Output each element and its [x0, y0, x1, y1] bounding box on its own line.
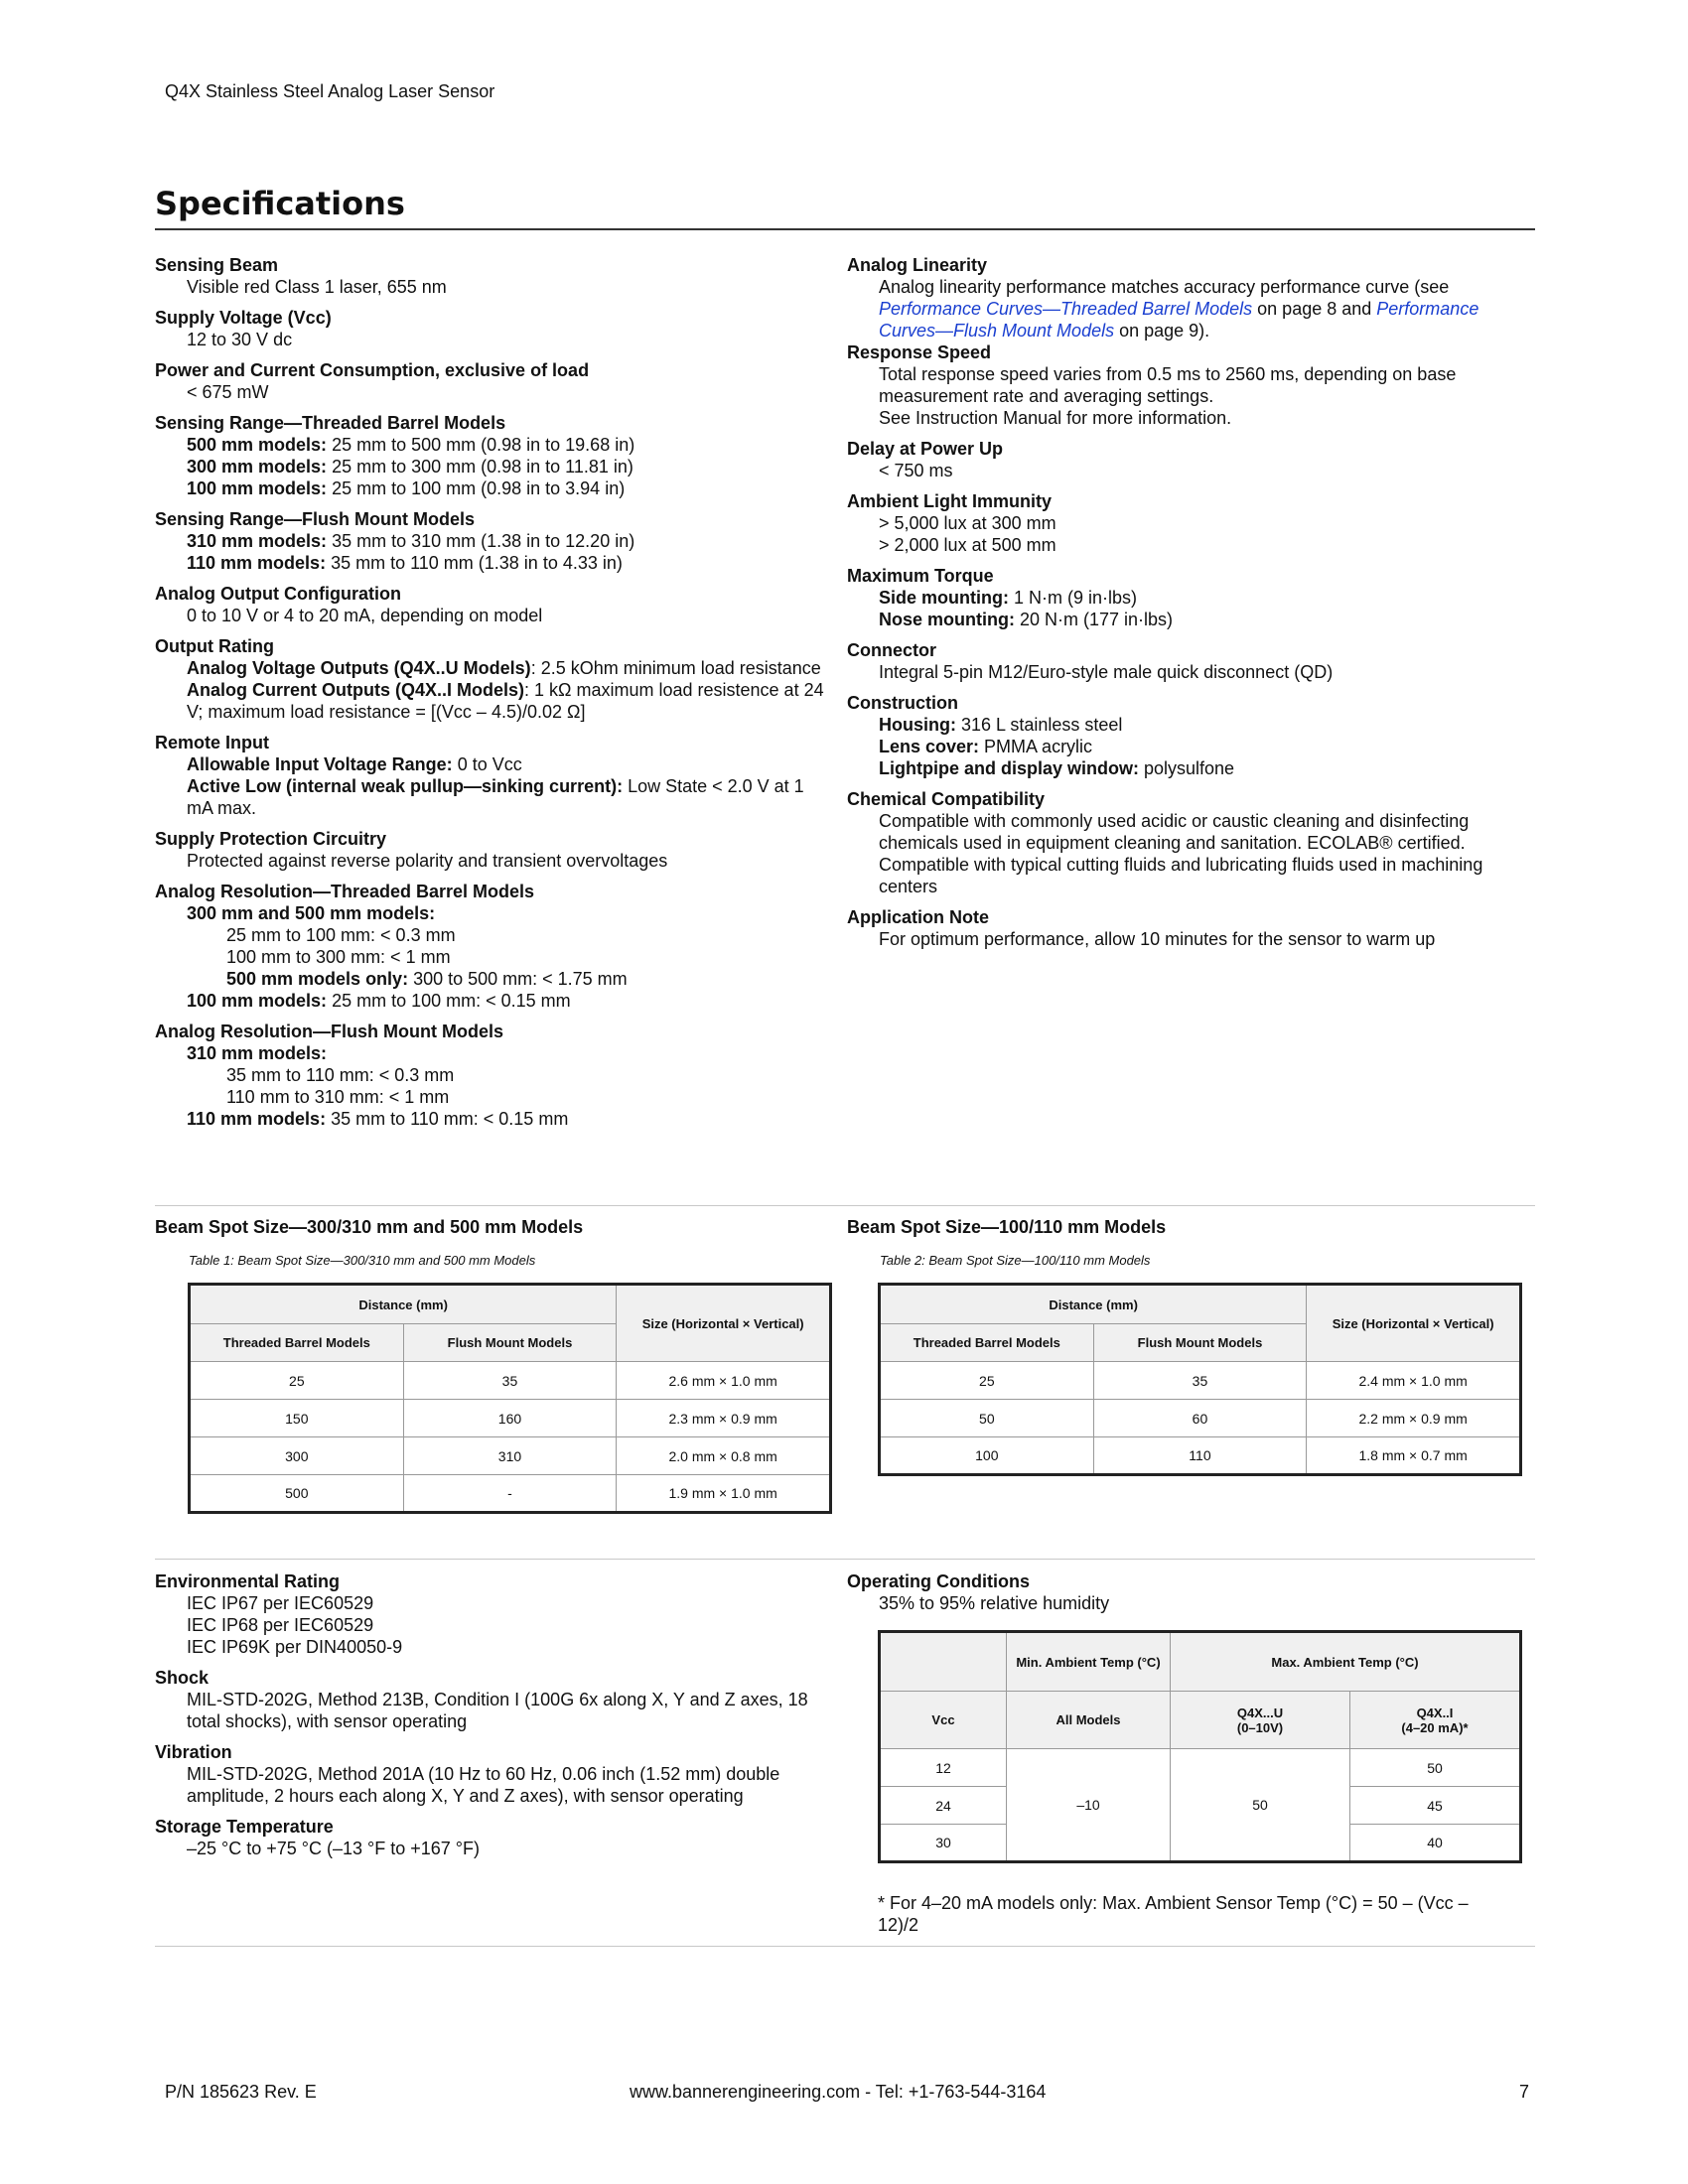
spec-label: 100 mm models:: [187, 991, 328, 1011]
spec-line: [187, 679, 830, 723]
spec-label: Nose mounting:: [879, 610, 1015, 629]
spec-heading: Power and Current Consumption, exclusive of load: [155, 360, 590, 380]
spec-line: [879, 512, 1532, 534]
linearity-text: on page 8 and: [1252, 299, 1377, 319]
table-cell: 310: [403, 1437, 617, 1475]
beam-spot-small-table: [878, 1283, 1522, 1476]
operating-temp-table: [878, 1630, 1522, 1863]
spec-line: [187, 478, 830, 499]
header-line: (4–20 mA)*: [1401, 1719, 1469, 1735]
table-caption: Table 2: Beam Spot Size—100/110 mm Models: [880, 1253, 1151, 1268]
spec-line: [187, 1108, 830, 1130]
spec-line: [879, 363, 1532, 407]
spec-value: 25 mm to 300 mm (0.98 in to 11.81 in): [327, 457, 633, 477]
spec-value: 100 mm to 300 mm: < 1 mm: [226, 947, 451, 967]
table-header: Vcc: [880, 1692, 1007, 1749]
spec-label: Housing:: [879, 715, 956, 735]
spec-line: [187, 990, 830, 1012]
table-cell: 2.3 mm × 0.9 mm: [617, 1400, 831, 1437]
spec-value: > 2,000 lux at 500 mm: [879, 535, 1056, 555]
table-cell: 50: [880, 1400, 1094, 1437]
spec-value: Compatible with typical cutting fluids and lubricating fluids used in machining centers: [879, 855, 1483, 896]
table-cell: -: [403, 1475, 617, 1513]
table-cell: 2.6 mm × 1.0 mm: [617, 1362, 831, 1400]
table-cell: 2.4 mm × 1.0 mm: [1307, 1362, 1521, 1400]
title-divider: [155, 228, 1535, 230]
spec-value: 0 to 10 V or 4 to 20 mA, depending on model: [187, 606, 543, 625]
spec-line: [187, 775, 830, 819]
spec-heading: Maximum Torque: [847, 566, 994, 586]
table-row: [190, 1362, 831, 1400]
spec-value: 35 mm to 310 mm (1.38 in to 12.20 in): [327, 531, 635, 551]
spec-line: [879, 810, 1532, 854]
table-row: [880, 1400, 1521, 1437]
table-cell: 160: [403, 1400, 617, 1437]
spec-heading: Response Speed: [847, 342, 992, 362]
spec-value: 1 N·m (9 in·lbs): [1008, 588, 1137, 608]
spec-line: [226, 1086, 830, 1108]
spec-value: –25 °C to +75 °C (–13 °F to +167 °F): [187, 1839, 480, 1858]
spec-label: 300 mm and 500 mm models:: [187, 903, 436, 923]
table-cell: 2.0 mm × 0.8 mm: [617, 1437, 831, 1475]
spec-heading: Analog Linearity: [847, 255, 988, 275]
table-cell: 60: [1093, 1400, 1307, 1437]
table-cell: 100: [880, 1437, 1094, 1475]
spec-line: [879, 757, 1532, 779]
spec-line: [187, 530, 830, 552]
table-header: Distance (mm): [190, 1285, 617, 1324]
spec-line: [226, 968, 830, 990]
spec-heading: Storage Temperature: [155, 1817, 334, 1837]
spec-line: [187, 276, 830, 298]
spec-line: [187, 657, 830, 679]
table-cell: 1.8 mm × 0.7 mm: [1307, 1437, 1521, 1475]
table-row: [190, 1475, 831, 1513]
spec-value: IEC IP68 per IEC60529: [187, 1615, 374, 1635]
max-temp-i-cell: 45: [1350, 1787, 1521, 1825]
spec-line: [187, 381, 830, 403]
table-cell: 300: [190, 1437, 404, 1475]
spec-line: [879, 736, 1532, 757]
spec-heading: Delay at Power Up: [847, 439, 1004, 459]
table-header: Threaded Barrel Models: [190, 1324, 404, 1362]
spec-label: 100 mm models:: [187, 478, 328, 498]
spec-heading: Supply Voltage (Vcc): [155, 308, 332, 328]
spec-value: : 2.5 kOhm minimum load resistance: [530, 658, 821, 678]
spec-heading: Construction: [847, 693, 958, 713]
threaded-curves-link[interactable]: Performance Curves—Threaded Barrel Models: [879, 299, 1253, 319]
spec-value: Low State < 2.0 V at 1 mA max.: [187, 776, 804, 818]
spec-line: [879, 854, 1532, 897]
beam-spot-large-title: Beam Spot Size—300/310 mm and 500 mm Models: [155, 1217, 584, 1237]
table-cell: 25: [190, 1362, 404, 1400]
spec-value: Compatible with commonly used acidic or caustic cleaning and disinfecting chemicals used in equipment cleaning and sanitation. ECOLAB® certified.: [879, 811, 1470, 853]
spec-value: 110 mm to 310 mm: < 1 mm: [226, 1087, 450, 1107]
spec-heading: Supply Protection Circuitry: [155, 829, 387, 849]
spec-value: Total response speed varies from 0.5 ms to 2560 ms, depending on base measurement rate and averaging settings.: [879, 364, 1457, 406]
spec-heading: Sensing Range—Flush Mount Models: [155, 509, 476, 529]
spec-line: [187, 605, 830, 626]
table-header: [880, 1632, 1007, 1692]
table-header: Min. Ambient Temp (°C): [1007, 1632, 1171, 1692]
spec-value: 20 N·m (177 in·lbs): [1015, 610, 1174, 629]
table-header: Distance (mm): [880, 1285, 1307, 1324]
section-divider: [155, 1205, 1535, 1206]
spec-value: IEC IP67 per IEC60529: [187, 1593, 374, 1613]
spec-heading: Analog Output Configuration: [155, 584, 401, 604]
linearity-text: on page 9).: [1114, 321, 1210, 341]
spec-label: Active Low (internal weak pullup—sinking current):: [187, 776, 624, 796]
spec-value: polysulfone: [1139, 758, 1235, 778]
spec-heading: Analog Resolution—Flush Mount Models: [155, 1022, 503, 1041]
table-header: [1350, 1692, 1521, 1749]
spec-line: [187, 1614, 830, 1636]
spec-line: [226, 924, 830, 946]
beam-spot-large-table: [188, 1283, 832, 1514]
table-cell: 25: [880, 1362, 1094, 1400]
table-cell: 35: [403, 1362, 617, 1400]
spec-value: < 750 ms: [879, 461, 953, 480]
table-cell: 1.9 mm × 1.0 mm: [617, 1475, 831, 1513]
max-temp-i-cell: 40: [1350, 1825, 1521, 1862]
spec-value: For optimum performance, allow 10 minutes for the sensor to warm up: [879, 929, 1436, 949]
operating-conditions: [847, 1570, 1532, 1614]
spec-heading: Analog Resolution—Threaded Barrel Models: [155, 882, 535, 901]
page-number: 7: [1519, 2082, 1530, 2102]
table-header: All Models: [1007, 1692, 1171, 1749]
table-cell: 35: [1093, 1362, 1307, 1400]
spec-value: Integral 5-pin M12/Euro-style male quick disconnect (QD): [879, 662, 1334, 682]
spec-label: 110 mm models:: [187, 553, 327, 573]
section-divider: [155, 1559, 1535, 1560]
spec-value: MIL-STD-202G, Method 201A (10 Hz to 60 Hz, 0.06 inch (1.52 mm) double amplitude, 2 hours each along X, Y and Z axes), with sensor operating: [187, 1764, 780, 1806]
spec-line: [879, 609, 1532, 630]
spec-value: Visible red Class 1 laser, 655 nm: [187, 277, 447, 297]
table-cell: 150: [190, 1400, 404, 1437]
spec-line: [187, 1042, 830, 1064]
table-cell: 500: [190, 1475, 404, 1513]
spec-heading: Output Rating: [155, 636, 274, 656]
beam-spot-small-title: Beam Spot Size—100/110 mm Models: [847, 1217, 1167, 1237]
table-cell: 110: [1093, 1437, 1307, 1475]
spec-heading: Operating Conditions: [847, 1571, 1030, 1591]
spec-line: [879, 714, 1532, 736]
spec-value: < 675 mW: [187, 382, 269, 402]
spec-value: 0 to Vcc: [452, 754, 522, 774]
spec-line: [187, 434, 830, 456]
section-divider: [155, 1946, 1535, 1947]
table-cell: 2.2 mm × 0.9 mm: [1307, 1400, 1521, 1437]
spec-label: 110 mm models:: [187, 1109, 327, 1129]
spec-value: 316 L stainless steel: [956, 715, 1123, 735]
spec-line: [879, 407, 1532, 429]
table-header: [1171, 1692, 1350, 1749]
spec-value: 25 mm to 100 mm (0.98 in to 3.94 in): [327, 478, 626, 498]
spec-value: 12 to 30 V dc: [187, 330, 293, 349]
spec-line: [187, 902, 830, 924]
table-header: Threaded Barrel Models: [880, 1324, 1094, 1362]
spec-label: Lens cover:: [879, 737, 980, 756]
spec-value: 300 to 500 mm: < 1.75 mm: [408, 969, 628, 989]
spec-heading: Connector: [847, 640, 936, 660]
spec-label: Lightpipe and display window:: [879, 758, 1139, 778]
flush-curves-link[interactable]: Performance Curves—Flush Mount Models: [879, 299, 1479, 341]
part-number: P/N 185623 Rev. E: [165, 2082, 317, 2102]
spec-value: 35 mm to 110 mm: < 0.15 mm: [326, 1109, 569, 1129]
vcc-cell: 30: [880, 1825, 1007, 1862]
vcc-cell: 24: [880, 1787, 1007, 1825]
table-header: Flush Mount Models: [403, 1324, 617, 1362]
spec-label: Analog Current Outputs (Q4X..I Models): [187, 680, 525, 700]
spec-line: [879, 534, 1532, 556]
spec-line: [187, 552, 830, 574]
vcc-cell: 12: [880, 1749, 1007, 1787]
spec-heading: Chemical Compatibility: [847, 789, 1046, 809]
table-row: [880, 1437, 1521, 1475]
right-spec-column: [847, 254, 1532, 950]
spec-line: [879, 928, 1532, 950]
spec-value: : 1 kΩ maximum load resistence at 24 V; maximum load resistance = [(Vcc – 4.5)/0.02 Ω]: [187, 680, 824, 722]
spec-line: [879, 587, 1532, 609]
spec-line: [187, 1592, 830, 1614]
max-temp-i-cell: 50: [1350, 1749, 1521, 1787]
spec-value: 35 mm to 110 mm: < 0.3 mm: [226, 1065, 455, 1085]
spec-value: > 5,000 lux at 300 mm: [879, 513, 1056, 533]
spec-line: [879, 661, 1532, 683]
spec-label: Allowable Input Voltage Range:: [187, 754, 453, 774]
left-spec-column: [155, 254, 830, 1130]
spec-label: 300 mm models:: [187, 457, 328, 477]
table-row: [190, 1437, 831, 1475]
table-row: [190, 1400, 831, 1437]
linearity-text: Analog linearity performance matches accuracy performance curve (see: [879, 277, 1450, 297]
table-caption: Table 1: Beam Spot Size—300/310 mm and 500 mm Models: [189, 1253, 536, 1268]
spec-label: 310 mm models:: [187, 531, 328, 551]
right-spec-list: [847, 341, 1532, 950]
spec-line: [187, 850, 830, 872]
spec-value: 25 mm to 100 mm: < 0.15 mm: [327, 991, 571, 1011]
spec-heading: Application Note: [847, 907, 989, 927]
spec-heading: Ambient Light Immunity: [847, 491, 1052, 511]
spec-line: [187, 329, 830, 350]
environment-column: [155, 1570, 830, 1859]
spec-value: MIL-STD-202G, Method 213B, Condition I (100G 6x along X, Y and Z axes, 18 total shocks), with sensor operating: [187, 1690, 808, 1731]
spec-line: [187, 456, 830, 478]
spec-line: [879, 460, 1532, 481]
spec-heading: Environmental Rating: [155, 1571, 341, 1591]
spec-line: [187, 753, 830, 775]
spec-line: [226, 1064, 830, 1086]
table-header: Size (Horizontal × Vertical): [617, 1285, 831, 1362]
header-line: Q4X..I: [1416, 1705, 1454, 1720]
spec-value: 35 mm to 110 mm (1.38 in to 4.33 in): [326, 553, 623, 573]
header-line: (0–10V): [1236, 1719, 1284, 1735]
spec-label: Side mounting:: [879, 588, 1009, 608]
spec-value: 25 mm to 500 mm (0.98 in to 19.68 in): [327, 435, 635, 455]
table-header: Size (Horizontal × Vertical): [1307, 1285, 1521, 1362]
spec-value: 25 mm to 100 mm: < 0.3 mm: [226, 925, 456, 945]
spec-value: PMMA acrylic: [979, 737, 1093, 756]
max-temp-u-cell: 50: [1171, 1749, 1350, 1862]
spec-line: [187, 1838, 830, 1859]
footnote: * For 4–20 mA models only: Max. Ambient Sensor Temp (°C) = 50 – (Vcc – 12)/2: [878, 1893, 1469, 1935]
spec-heading: Sensing Range—Threaded Barrel Models: [155, 413, 506, 433]
table-row: [880, 1362, 1521, 1400]
footer-contact: www.bannerengineering.com - Tel: +1-763-544-3164: [630, 2082, 1047, 2102]
spec-line: [187, 1636, 830, 1658]
spec-value: IEC IP69K per DIN40050-9: [187, 1637, 403, 1657]
spec-heading: Shock: [155, 1668, 210, 1688]
spec-heading: Remote Input: [155, 733, 269, 752]
min-temp-cell: –10: [1007, 1749, 1171, 1862]
document-title: Q4X Stainless Steel Analog Laser Sensor: [165, 81, 495, 101]
spec-label: 500 mm models:: [187, 435, 328, 455]
spec-heading: Vibration: [155, 1742, 232, 1762]
spec-label: 310 mm models:: [187, 1043, 328, 1063]
section-title: Specifications: [155, 185, 405, 222]
spec-line: [879, 276, 1532, 341]
spec-value: See Instruction Manual for more information.: [879, 408, 1232, 428]
spec-line: [187, 1763, 830, 1807]
header-line: Q4X...U: [1236, 1705, 1284, 1720]
spec-value: Protected against reverse polarity and transient overvoltages: [187, 851, 668, 871]
table-header: Flush Mount Models: [1093, 1324, 1307, 1362]
table-header: Max. Ambient Temp (°C): [1171, 1632, 1521, 1692]
spec-label: Analog Voltage Outputs (Q4X..U Models): [187, 658, 531, 678]
spec-label: 500 mm models only:: [226, 969, 409, 989]
spec-heading: Sensing Beam: [155, 255, 279, 275]
humidity-text: 35% to 95% relative humidity: [879, 1593, 1110, 1613]
spec-line: [187, 1689, 830, 1732]
spec-line: [226, 946, 830, 968]
